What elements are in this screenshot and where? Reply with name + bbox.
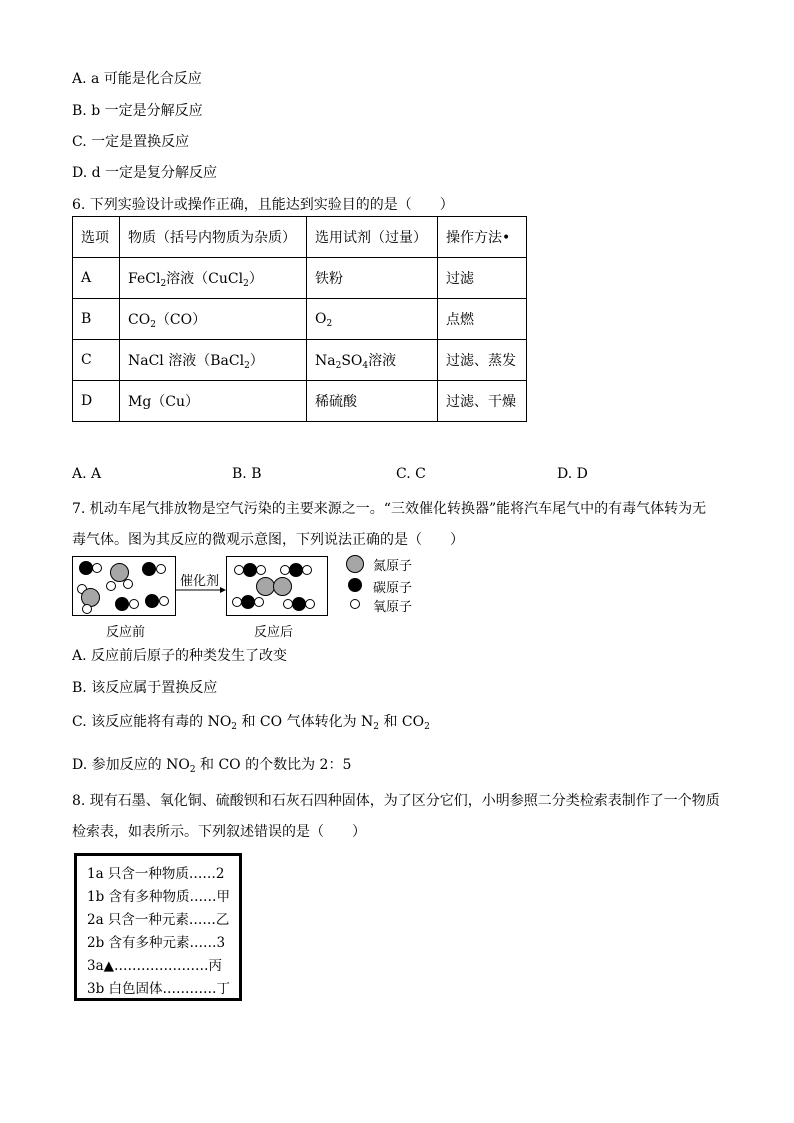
q5-option-b: B. b 一定是分解反应 — [72, 103, 203, 119]
q6-answer-b: B. B — [232, 466, 262, 482]
cell-method: 过滤 — [438, 258, 527, 299]
oxygen-atom-icon — [106, 581, 116, 591]
oxygen-atom-icon — [156, 564, 166, 574]
cell-reagent: 稀硫酸 — [307, 381, 438, 422]
key-line: 2a 只含一种元素……乙 — [87, 912, 230, 928]
cell-option: B — [73, 299, 120, 340]
oxygen-atom-icon — [350, 599, 360, 609]
legend-nitrogen: 氮原子 — [373, 559, 413, 574]
cell-substance: NaCl 溶液（BaCl$_2$） — [120, 340, 307, 381]
cell-option: D — [73, 381, 120, 422]
q7-option-a: A. 反应前后原子的种类发生了改变 — [72, 648, 288, 664]
oxygen-atom-icon — [123, 579, 133, 589]
carbon-atom-icon — [79, 561, 93, 575]
carbon-atom-icon — [145, 594, 159, 608]
cell-method: 过滤、干燥 — [438, 381, 527, 422]
q5-option-a: A. a 可能是化合反应 — [72, 71, 202, 87]
oxygen-atom-icon — [302, 565, 312, 575]
q6-stem: 6. 下列实验设计或操作正确，且能达到实验目的的是（ ） — [72, 197, 454, 213]
before-box — [72, 556, 176, 616]
oxygen-atom-icon — [159, 596, 169, 606]
table-row — [73, 340, 527, 381]
catalyst-label: 催化剂 — [180, 574, 220, 589]
legend-carbon: 碳原子 — [373, 581, 413, 596]
legend-oxygen: 氧原子 — [373, 600, 413, 615]
carbon-atom-icon — [243, 563, 257, 577]
key-line: 3a▲…………………丙 — [87, 958, 223, 974]
nitrogen-atom-icon — [346, 555, 364, 573]
q7-stem-line2: 毒气体。图为其反应的微观示意图，下列说法正确的是（ ） — [72, 532, 464, 548]
table-row — [73, 258, 527, 299]
oxygen-atom-icon — [256, 565, 266, 575]
carbon-atom-icon — [142, 562, 156, 576]
q6-answer-c: C. C — [396, 466, 426, 482]
oxygen-atom-icon — [129, 599, 139, 609]
cell-method: 点燃 — [438, 299, 527, 340]
after-box — [226, 556, 328, 616]
key-line: 1a 只含一种物质……2 — [87, 866, 225, 882]
cell-method: 过滤、蒸发 — [438, 340, 527, 381]
table-row — [73, 381, 527, 422]
carbon-atom-icon — [292, 597, 306, 611]
q7-option-b: B. 该反应属于置换反应 — [72, 680, 218, 696]
cell-option: C — [73, 340, 120, 381]
table-header-row — [73, 217, 527, 258]
after-label: 反应后 — [254, 625, 294, 640]
carbon-atom-icon — [289, 563, 303, 577]
carbon-atom-icon — [241, 595, 255, 609]
key-line: 1b 含有多种物质……甲 — [87, 889, 231, 905]
oxygen-atom-icon — [82, 604, 92, 614]
q7-stem-line1: 7. 机动车尾气排放物是空气污染的主要来源之一。“三效催化转换器”能将汽车尾气中的有毒气体转为无 — [72, 501, 707, 517]
q8-stem-line1: 8. 现有石墨、氧化铜、硫酸钡和石灰石四种固体，为了区分它们，小明参照二分类检索表制作了一个物质 — [72, 793, 720, 809]
key-line: 2b 含有多种元素……3 — [87, 935, 226, 951]
cell-reagent: 铁粉 — [307, 258, 438, 299]
oxygen-atom-icon — [254, 597, 264, 607]
oxygen-atom-icon — [92, 563, 102, 573]
oxygen-atom-icon — [305, 599, 315, 609]
table-row — [73, 299, 527, 340]
carbon-atom-icon — [115, 597, 129, 611]
key-line: 3b 白色固体…………丁 — [87, 981, 231, 997]
cell-substance: $CO_2(CO)$ — [120, 299, 307, 340]
cell-reagent: $O_2$ — [307, 299, 438, 340]
reaction-arrow-icon — [176, 586, 226, 594]
q6-answer-a: A. A — [72, 466, 102, 482]
header-cell: 物质（括号内物质为杂质） — [120, 217, 307, 258]
header-cell: 选用试剂（过量） — [307, 217, 438, 258]
cell-option: A — [73, 258, 120, 299]
before-label: 反应前 — [106, 625, 146, 640]
cell-substance: Mg（Cu） — [120, 381, 307, 422]
carbon-atom-icon — [348, 578, 362, 592]
q5-option-d: D. d 一定是复分解反应 — [72, 165, 218, 181]
nitrogen-atom-icon — [273, 577, 292, 596]
cell-substance: FeCl$_2$溶液（CuCl$_2$） — [120, 258, 307, 299]
q7-option-d: D. 参加反应的 $NO_2$ 和 CO 的个数比为 2：5 — [72, 757, 352, 775]
cell-reagent: $Na_2SO_4$溶液 — [307, 340, 438, 381]
q6-table — [72, 216, 527, 422]
q5-option-c: C. 一定是置换反应 — [72, 134, 190, 150]
header-cell: 操作方法• — [438, 217, 527, 258]
q8-stem-line2: 检索表，如表所示。下列叙述错误的是（ ） — [72, 824, 366, 840]
q7-option-c: C. 该反应能将有毒的 $NO_2$ 和 CO 气体转化为 $N_2$ 和 $CO_2$ — [72, 714, 430, 732]
q6-answer-d: D. D — [557, 466, 588, 482]
classification-key — [74, 853, 242, 1001]
header-cell: 选项 — [73, 217, 120, 258]
